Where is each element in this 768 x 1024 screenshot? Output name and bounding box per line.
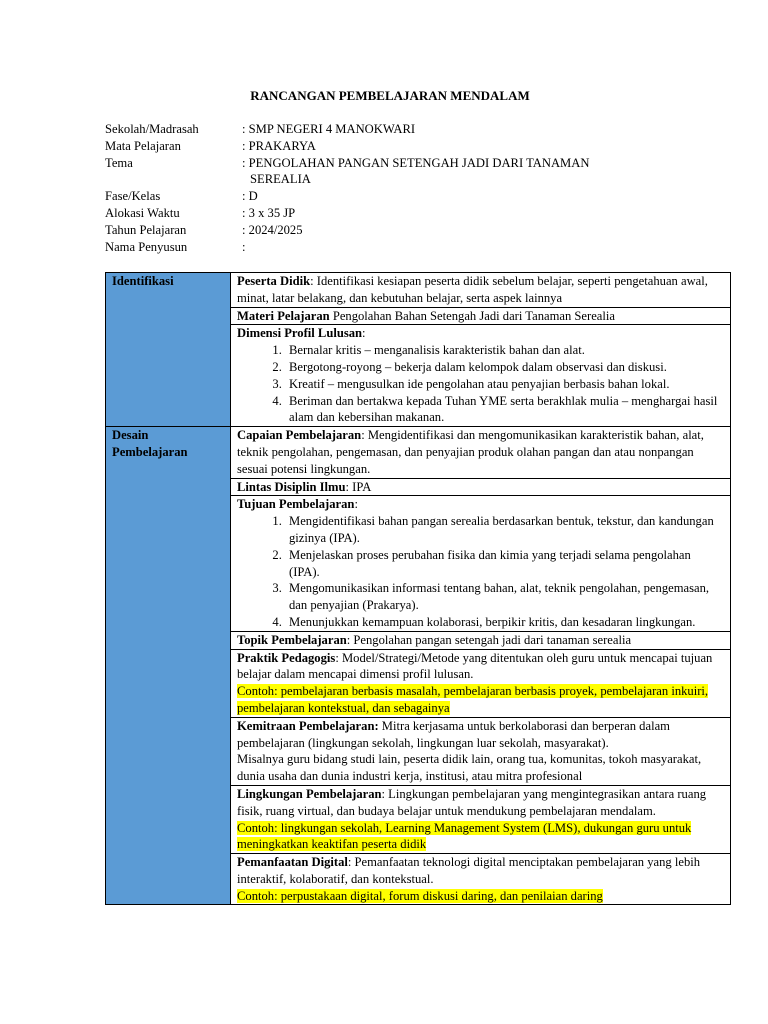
info-label: Mata Pelajaran (105, 138, 181, 153)
info-value: : 3 x 35 JP (242, 205, 296, 220)
info-row-theme (105, 155, 642, 189)
list-item: 2. Bergotong-royong – bekerja dalam kelompok dalam observasi dan diskusi. (285, 359, 724, 376)
field-label: Dimensi Profil Lulusan (237, 326, 363, 341)
section-desain: Desain Pembelajaran (106, 427, 231, 905)
field-text: Pengolahan Bahan Setengah Jadi dari Tanaman Serealia (329, 308, 615, 323)
highlighted-example: Contoh: perpustakaan digital, forum diskusi daring, dan penilaian daring (237, 888, 603, 903)
info-value: : 2024/2025 (242, 222, 303, 237)
field-text: : IPA (345, 479, 372, 494)
field-label: Lingkungan Pembelajaran (237, 786, 382, 801)
list-item: 3. Kreatif – mengusulkan ide pengolahan atau penyajian berbasis bahan lokal. (285, 376, 724, 393)
cell-lintas (231, 478, 731, 496)
dimensi-list (237, 342, 724, 426)
cell-topik (231, 631, 731, 649)
field-label: Materi Pelajaran (237, 308, 330, 323)
info-row-phase (105, 188, 642, 205)
table-row (106, 427, 731, 478)
cell-kemitraan (231, 717, 731, 785)
info-row-school (105, 121, 642, 138)
field-text: : Pemanfaatan teknologi digital menciptakan pembelajaran yang lebih interaktif, kolaboratif, dan kontekstual. (237, 855, 701, 886)
list-item: 3. Mengomunikasikan informasi tentang bahan, alat, teknik pengolahan, pengemasan, dan penyajian (Prakarya). (285, 580, 724, 614)
cell-tujuan (231, 496, 731, 631)
info-value: : (242, 239, 246, 254)
field-label: Peserta Didik (237, 274, 311, 288)
field-text: : Model/Strategi/Metode yang ditentukan oleh guru untuk mencapai tujuan belajar dalam mencapai dimensi profil lulusan. (237, 650, 713, 682)
list-item: 1. Bernalar kritis – menganalisis karakteristik bahan dan alat. (285, 342, 724, 359)
field-label: Tujuan Pembelajaran (237, 497, 355, 512)
field-text: Misalnya guru bidang studi lain, peserta didik lain, orang tua, komunitas, tokoh masyarakat, dunia usaha dan dunia industri kerja, institusi, atau mitra profesional (237, 752, 702, 784)
list-item: 4. Beriman dan bertakwa kepada Tuhan YME serta berakhlak mulia – menghargai hasil alam dan kebersihan makanan. (285, 393, 724, 427)
field-text: : (354, 497, 358, 512)
field-label: Kemitraan Pembelajaran: (237, 718, 379, 733)
field-text: : (362, 326, 366, 341)
info-value: : D (242, 189, 258, 204)
info-row-author (105, 239, 642, 256)
list-item: 4. Menunjukkan kemampuan kolaborasi, berpikir kritis, dan kesadaran lingkungan. (285, 614, 724, 631)
highlighted-example: Contoh: lingkungan sekolah, Learning Management System (LMS), dukungan guru untuk meningkatkan keaktifan peserta didik (237, 820, 692, 852)
field-label: Capaian Pembelajaran (237, 428, 362, 443)
info-row-subject (105, 138, 642, 155)
info-row-time (105, 205, 642, 222)
cell-praktik (231, 649, 731, 717)
info-block (105, 121, 642, 255)
field-label: Praktik Pedagogis (237, 650, 336, 665)
field-label: Pemanfaatan Digital (237, 855, 348, 870)
info-label: Sekolah/Madrasah (105, 122, 199, 136)
info-label: Tema (105, 155, 133, 170)
cell-capaian (231, 427, 731, 478)
info-value-continued: SEREALIA (250, 172, 311, 187)
table-row (106, 273, 731, 308)
info-value: : PRAKARYA (242, 138, 316, 153)
cell-peserta-didik (231, 273, 731, 308)
section-identifikasi: Identifikasi (106, 273, 231, 427)
cell-dimensi (231, 325, 731, 427)
list-item: 1. Mengidentifikasi bahan pangan serealia berdasarkan bentuk, tekstur, dan kandungan gizinya (IPA). (285, 513, 724, 547)
field-text: : Identifikasi kesiapan peserta didik sebelum belajar, seperti pengetahuan awal, minat, latar belakang, dan kebutuhan belajar, serta aspek lainnya (237, 274, 708, 305)
info-row-year (105, 222, 642, 239)
info-label: Fase/Kelas (105, 189, 161, 204)
tujuan-list (237, 513, 724, 631)
info-value-block (242, 155, 642, 189)
field-text: : Pengolahan pangan setengah jadi dari tanaman serealia (346, 632, 632, 647)
cell-lingkungan (231, 785, 731, 853)
field-label: Topik Pembelajaran (237, 632, 347, 647)
info-label: Nama Penyusun (105, 239, 188, 254)
field-label: Lintas Disiplin Ilmu (237, 479, 346, 494)
cell-digital (231, 854, 731, 905)
document-title: RANCANGAN PEMBELAJARAN MENDALAM (250, 88, 530, 103)
field-text: Mitra kerjasama untuk berkolaborasi dan berperan dalam pembelajaran (lingkungan sekolah, lingkungan luar sekolah, masyarakat). (237, 718, 670, 750)
field-text: : Mengidentifikasi dan mengomunikasikan karakteristik bahan, alat, teknik pengolahan, pengemasan, dan penyajian produk olahan pangan dan atau nonpangan sesuai potensi lingkungan. (237, 428, 704, 476)
info-label: Alokasi Waktu (105, 205, 180, 220)
lesson-plan-table (105, 272, 731, 905)
field-text: : Lingkungan pembelajaran yang mengintegrasikan antara ruang fisik, ruang virtual, dan budaya belajar untuk mendukung pembelajaran mendalam. (237, 786, 707, 818)
list-item: 2. Menjelaskan proses perubahan fisika dan kimia yang terjadi selama pengolahan (IPA). (285, 547, 724, 581)
info-value: : PENGOLAHAN PANGAN SETENGAH JADI DARI TANAMAN (242, 155, 590, 170)
cell-materi (231, 307, 731, 325)
info-label: Tahun Pelajaran (105, 222, 187, 237)
info-value: : SMP NEGERI 4 MANOKWARI (242, 122, 416, 136)
highlighted-example: Contoh: pembelajaran berbasis masalah, pembelajaran berbasis proyek, pembelajaran inkuiri, pembelajaran kontekstual, dan sebagainya (237, 684, 709, 715)
